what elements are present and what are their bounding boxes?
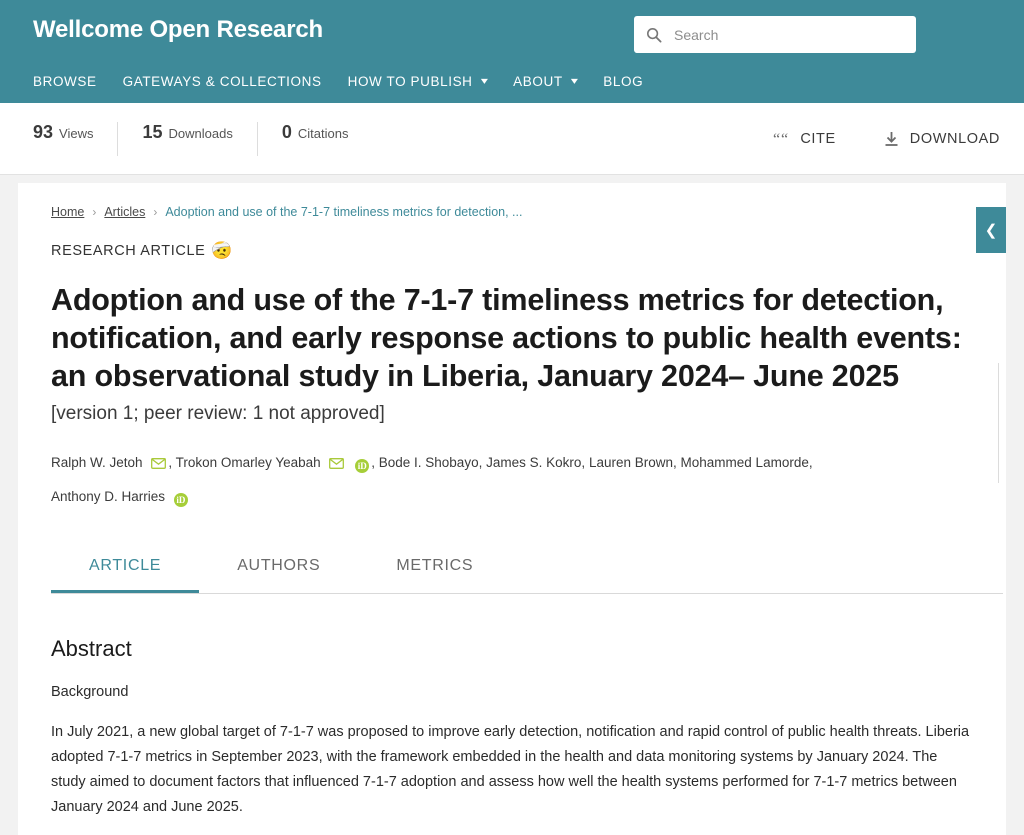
site-brand[interactable]: Wellcome Open Research: [33, 16, 323, 43]
nav-item-how-to-publish[interactable]: [348, 68, 514, 95]
metric-citations: [258, 122, 373, 156]
author-separator: ,: [478, 455, 483, 470]
metric-value: 0: [281, 121, 292, 142]
side-divider: [998, 363, 1006, 483]
metrics-bar: [0, 103, 1024, 175]
metric-actions: [749, 103, 1024, 175]
quote-icon: [773, 133, 789, 146]
breadcrumb-home[interactable]: Home: [51, 205, 85, 219]
author-separator: ,: [168, 455, 173, 470]
page-title: Adoption and use of the 7-1-7 timeliness metrics for detection, notification, and early response actions to public health events: an observational study in Liberia, January 2024– June 2025: [51, 283, 962, 393]
cite-button[interactable]: [749, 131, 859, 147]
tab-label: AUTHORS: [237, 557, 321, 574]
orcid-icon[interactable]: iD: [174, 493, 188, 507]
chevron-down-icon: ▾: [480, 75, 489, 87]
author-separator: ,: [371, 455, 375, 470]
author-separator: ,: [808, 455, 813, 470]
open-access-icon: 🤕: [211, 241, 234, 260]
nav-label: GATEWAYS & COLLECTIONS: [122, 74, 322, 89]
author-item[interactable]: [589, 455, 681, 470]
chevron-left-icon: ❮: [984, 222, 998, 239]
orcid-icon[interactable]: iD: [355, 459, 369, 473]
nav-item-blog[interactable]: [603, 68, 669, 95]
nav-label: ABOUT: [513, 74, 563, 89]
author-name: Anthony D. Harries: [51, 489, 166, 504]
breadcrumb-articles[interactable]: Articles: [104, 205, 146, 219]
author-item[interactable]: [379, 455, 486, 470]
nav-item-gateways-collections[interactable]: [123, 68, 348, 95]
side-panel-toggle[interactable]: [976, 207, 1006, 253]
tab-label: ARTICLE: [89, 557, 162, 574]
article-version: [version 1; peer review: 1 not approved]: [51, 403, 385, 424]
author-list: [51, 447, 931, 513]
article-paper: [18, 183, 1006, 835]
author-separator: ,: [581, 455, 586, 470]
breadcrumb-current: Adoption and use of the 7-1-7 timeliness metrics for detection, ...: [165, 205, 523, 219]
download-label: DOWNLOAD: [909, 131, 1000, 147]
search-icon: [646, 27, 662, 43]
author-item[interactable]: [681, 455, 813, 470]
metric-value: 15: [142, 121, 163, 142]
breadcrumb-separator: ›: [153, 205, 158, 219]
author-item[interactable]: [51, 455, 176, 470]
article-type: [51, 241, 973, 261]
metric-label: Views: [59, 125, 94, 141]
email-icon[interactable]: [151, 449, 166, 481]
main-nav: [33, 68, 669, 95]
cite-label: CITE: [800, 131, 836, 147]
author-name: Ralph W. Jetoh: [51, 455, 143, 470]
metric-value: 93: [33, 121, 54, 142]
author-separator: ,: [673, 455, 677, 470]
article-type-label: RESEARCH ARTICLE: [51, 243, 206, 259]
search-input[interactable]: [672, 26, 904, 44]
author-name: Bode I. Shobayo: [378, 455, 479, 470]
abstract-paragraph: In July 2021, a new global target of 7-1-7 was proposed to improve early detection, notification and rapid control of public health threats. Liberia adopted 7-1-7 metrics in September 2023, with the framework embedded in the health and data monitoring systems by January 2024. The study aimed to document factors that influenced 7-1-7 adoption and assess how well the health systems performed for 7-1-7 metrics between January 2024 and June 2025.: [51, 724, 970, 815]
author-item[interactable]: [51, 489, 190, 504]
abstract-subheading: Background: [51, 684, 129, 700]
article-tabs: [51, 543, 1003, 594]
download-button[interactable]: [860, 131, 1024, 147]
author-name: James S. Kokro: [486, 455, 582, 470]
nav-item-about[interactable]: [513, 68, 603, 95]
site-header: [0, 0, 1024, 103]
chevron-down-icon: ▾: [570, 75, 579, 87]
search-box[interactable]: [634, 16, 916, 53]
nav-label: HOW TO PUBLISH: [347, 74, 473, 89]
metric-views: [0, 122, 118, 156]
author-name: Trokon Omarley Yeabah: [175, 455, 321, 470]
breadcrumb: [51, 205, 973, 219]
email-icon[interactable]: [329, 449, 344, 481]
metric-downloads: [118, 122, 257, 156]
metric-label: Citations: [297, 125, 349, 141]
nav-label: BROWSE: [33, 74, 97, 89]
svg-text:“: “: [781, 132, 790, 146]
author-item[interactable]: [486, 455, 589, 470]
page-body: [0, 175, 1024, 835]
metric-label: Downloads: [168, 125, 233, 141]
nav-item-browse[interactable]: [33, 68, 123, 95]
tab-article[interactable]: [51, 543, 199, 593]
nav-label: BLOG: [603, 74, 644, 89]
tab-metrics[interactable]: [358, 543, 511, 593]
abstract-heading: Abstract: [51, 636, 132, 661]
tab-label: METRICS: [396, 557, 474, 574]
download-icon: [884, 131, 899, 147]
author-item[interactable]: [176, 455, 379, 470]
author-name: Mohammed Lamorde: [680, 455, 809, 470]
breadcrumb-separator: ›: [92, 205, 97, 219]
author-name: Lauren Brown: [588, 455, 673, 470]
svg-text:“: “: [773, 132, 782, 146]
tab-authors[interactable]: [199, 543, 358, 593]
